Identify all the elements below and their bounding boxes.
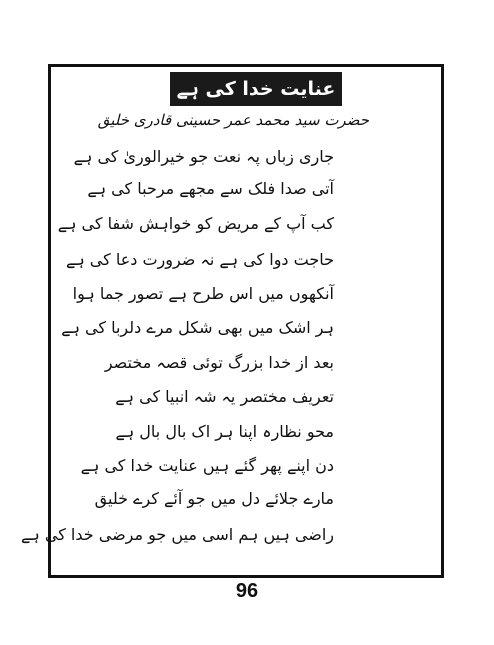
poem-line: مارے جلائے دل میں جو آئے کرے خلیق — [94, 489, 334, 508]
poem-line: ہر اشک میں بھی شکل مرے دلربا کی ہے — [61, 318, 334, 337]
poem-line: بعد از خدا بزرگ توئی قصہ مختصر — [104, 353, 334, 372]
poem-line: حاجت دوا کی ہے نہ ضرورت دعا کی ہے — [65, 250, 334, 269]
poem-line: جاری زباں پہ نعت جو خیرالوریٰ کی ہے — [73, 147, 334, 166]
poem-line: دن اپنے پھر گئے ہیں عنایت خدا کی ہے — [80, 456, 334, 475]
poem-title: عنایت خدا کی ہے — [170, 72, 342, 106]
poem-line: تعریف مختصر یہ شہ انبیا کی ہے — [115, 387, 334, 406]
poem-line: آنکھوں میں اس طرح ہے تصور جما ہوا — [72, 284, 334, 303]
poem-author: حضرت سید محمد عمر حسینی قادری خلیق — [97, 111, 369, 129]
poem-line: محو نظارہ اپنا ہر اک بال بال ہے — [115, 422, 334, 441]
poem-line: کب آپ کے مریض کو خواہش شفا کی ہے — [57, 214, 334, 233]
page-number: 96 — [235, 580, 259, 602]
poem-line: راضی ہیں ہم اسی میں جو مرضی خدا کی ہے — [21, 525, 334, 544]
poem-line: آتی صدا فلک سے مجھے مرحبا کی ہے — [87, 179, 334, 198]
